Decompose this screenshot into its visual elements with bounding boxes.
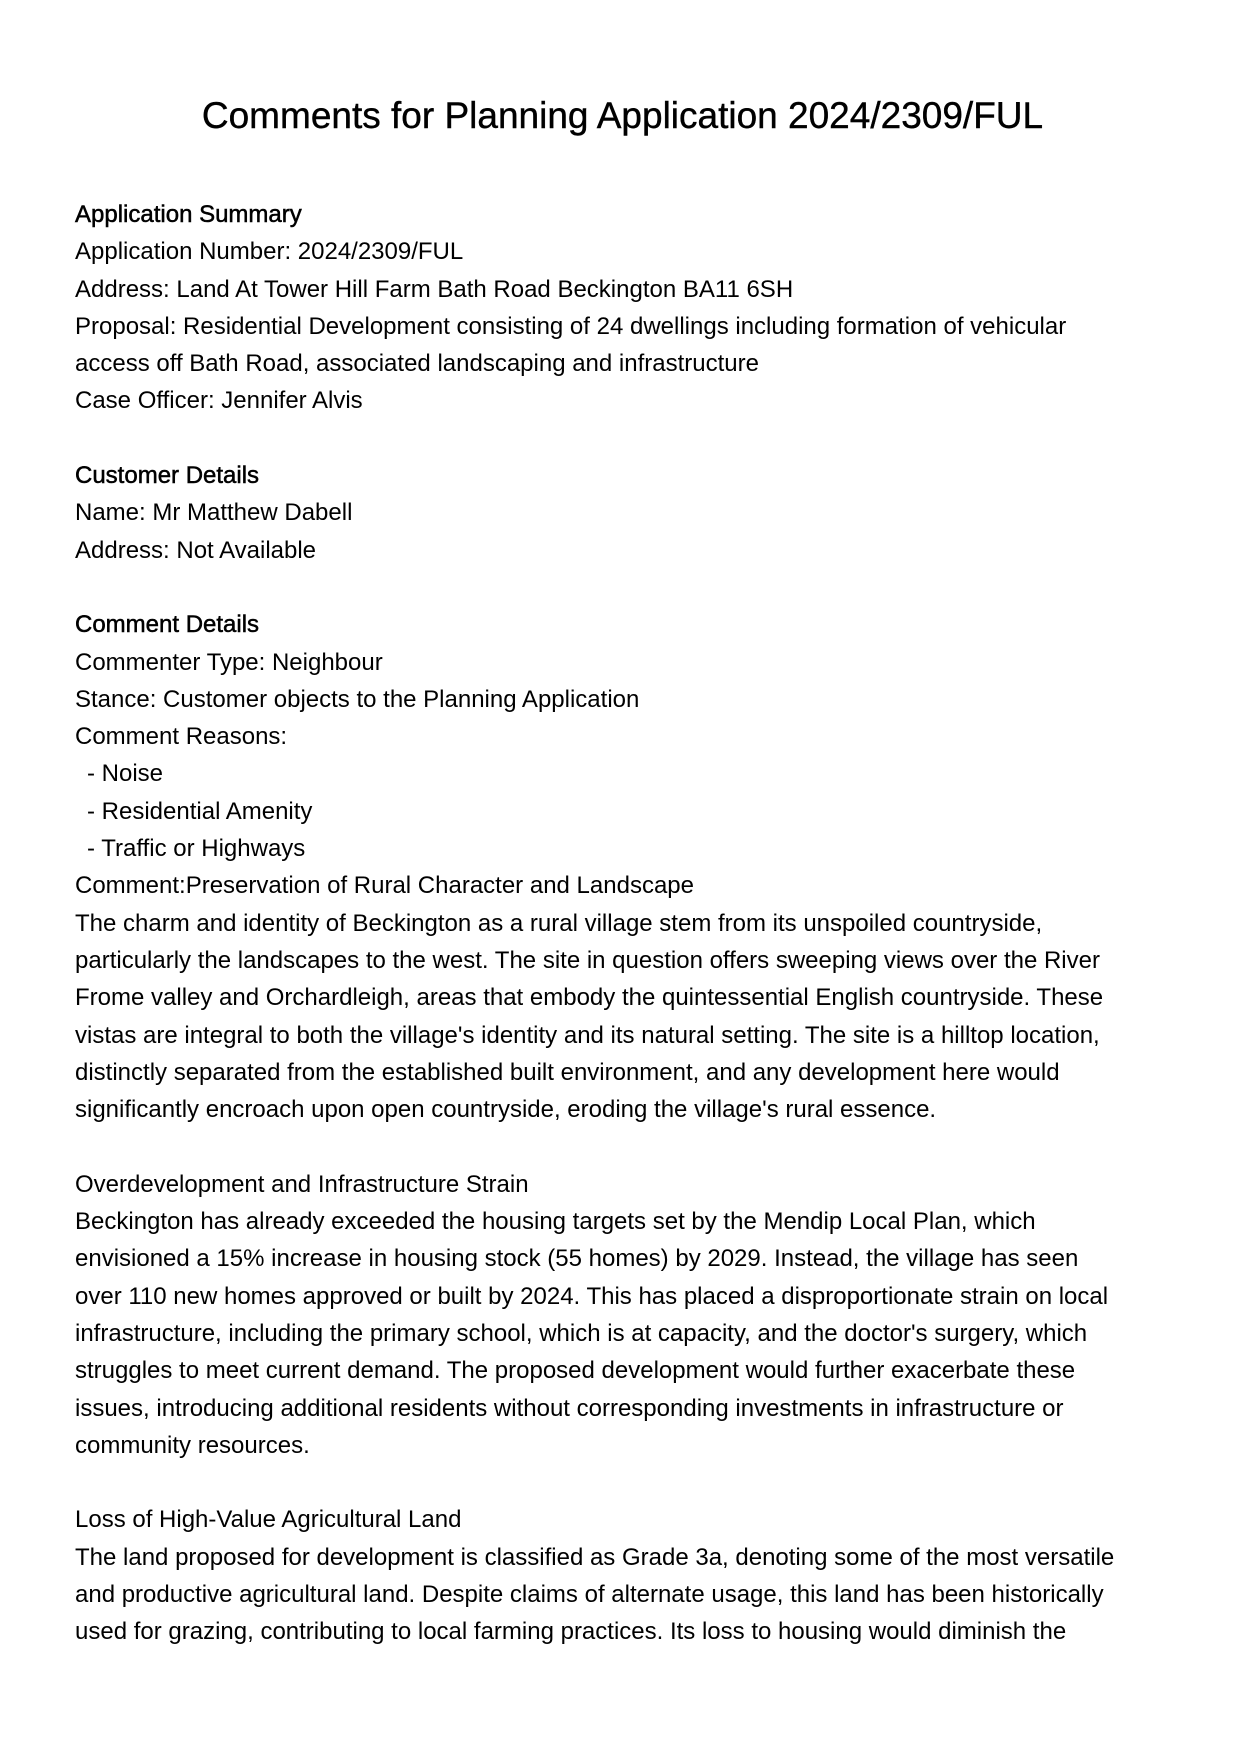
application-number: Application Number: 2024/2309/FUL: [75, 238, 464, 266]
comment-paragraph-3: [75, 1539, 1170, 1651]
paragraph-line: issues, introducing additional residents without corresponding investments in infrastructure or: [75, 1394, 1064, 1422]
paragraph-line: infrastructure, including the primary school, which is at capacity, and the doctor's surgery, which: [75, 1319, 1088, 1347]
paragraph-line: Beckington has already exceeded the housing targets set by the Mendip Local Plan, which: [75, 1208, 1036, 1236]
comment-reason-item: - Noise: [87, 760, 164, 788]
stance: Stance: Customer objects to the Planning Application: [75, 685, 640, 713]
application-summary-heading: Application Summary: [75, 201, 302, 228]
paragraph-line: and productive agricultural land. Despite claims of alternate usage, this land has been historically: [75, 1580, 1104, 1608]
spacer: [75, 420, 1170, 457]
paragraph-line: Frome valley and Orchardleigh, areas that embody the quintessential English countryside. These: [75, 984, 1104, 1012]
comment-paragraph-1: [75, 905, 1170, 1129]
paragraph-line: vistas are integral to both the village's identity and its natural setting. The site is a hilltop location,: [75, 1021, 1100, 1049]
paragraph-line: The charm and identity of Beckington as a rural village stem from its unspoiled countryside,: [75, 909, 1043, 937]
application-summary-section: [75, 196, 1170, 420]
application-address: Address: Land At Tower Hill Farm Bath Road Beckington BA11 6SH: [75, 275, 794, 303]
paragraph-line: envisioned a 15% increase in housing stock (55 homes) by 2029. Instead, the village has seen: [75, 1245, 1079, 1273]
case-officer: Case Officer: Jennifer Alvis: [75, 387, 363, 415]
spacer: [75, 1128, 1170, 1165]
spacer: [75, 569, 1170, 606]
customer-address: Address: Not Available: [75, 536, 317, 564]
paragraph-line: community resources.: [75, 1431, 310, 1459]
commenter-type: Commenter Type: Neighbour: [75, 648, 383, 676]
paragraph-line: struggles to meet current demand. The proposed development would further exacerbate these: [75, 1357, 1076, 1385]
comment-details-section: [75, 606, 1170, 1650]
comment-reasons-label: Comment Reasons:: [75, 723, 288, 751]
comment-reason-item: - Traffic or Highways: [87, 835, 306, 863]
paragraph-line: particularly the landscapes to the west. The site in question offers sweeping views over the River: [75, 946, 1100, 974]
proposal-line-1: Proposal: Residential Development consisting of 24 dwellings including formation of vehicular: [75, 312, 1067, 340]
page-title: Comments for Planning Application 2024/2309/FUL: [201, 95, 1044, 136]
spacer: [75, 1464, 1170, 1501]
paragraph-line: significantly encroach upon open countryside, eroding the village's rural essence.: [75, 1096, 937, 1124]
comment-reason-item: - Residential Amenity: [87, 797, 313, 825]
document-body: [75, 196, 1170, 1651]
subheading-overdevelopment: Overdevelopment and Infrastructure Strain: [75, 1170, 529, 1198]
subheading-agricultural-land: Loss of High-Value Agricultural Land: [75, 1506, 462, 1534]
comment-details-heading: Comment Details: [75, 611, 260, 639]
comment-paragraph-2: [75, 1203, 1170, 1464]
paragraph-line: used for grazing, contributing to local farming practices. Its loss to housing would diminish the: [75, 1618, 1067, 1646]
customer-name: Name: Mr Matthew Dabell: [75, 499, 353, 527]
proposal-line-2: access off Bath Road, associated landscaping and infrastructure: [75, 350, 759, 378]
paragraph-line: The land proposed for development is classified as Grade 3a, denoting some of the most versatile: [75, 1543, 1115, 1571]
customer-details-heading: Customer Details: [75, 462, 260, 490]
comment-heading: Comment:Preservation of Rural Character and Landscape: [75, 872, 694, 900]
paragraph-line: over 110 new homes approved or built by 2024. This has placed a disproportionate strain on local: [75, 1282, 1109, 1310]
paragraph-line: distinctly separated from the established built environment, and any development here would: [75, 1058, 1060, 1086]
customer-details-section: [75, 457, 1170, 569]
